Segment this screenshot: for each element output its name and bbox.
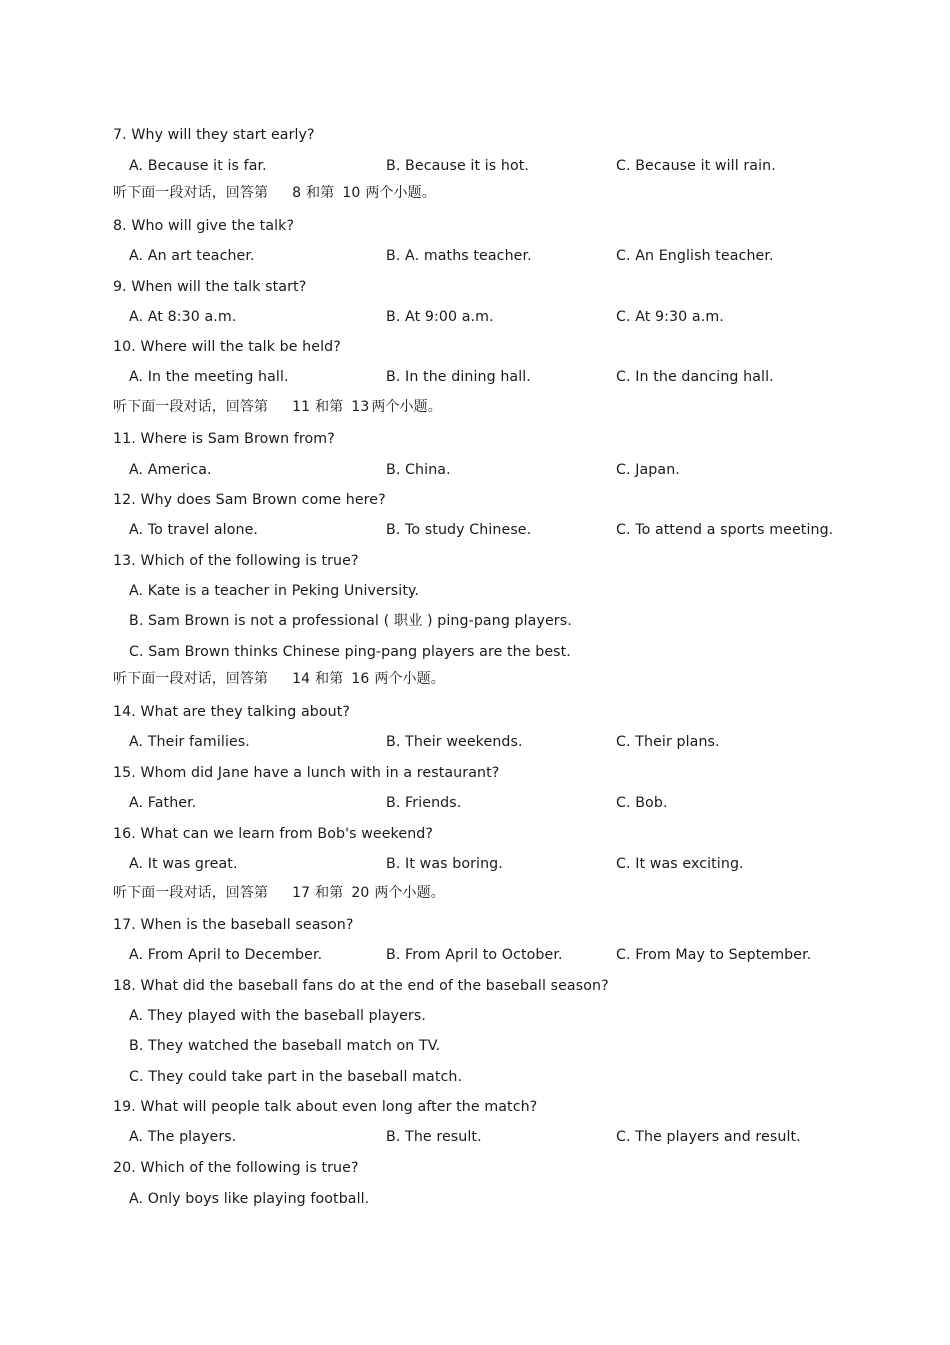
option-17a: A. From April to December. (129, 947, 323, 963)
option-7b: B. Because it is hot. (386, 158, 530, 174)
option-19a: A. The players. (129, 1129, 237, 1145)
option-18c: C. They could take part in the baseball match. (129, 1069, 463, 1085)
option-7a: A. Because it is far. (129, 158, 267, 174)
question-20: 20. Which of the following is true? (113, 1160, 359, 1176)
question-7: 7. Why will they start early? (113, 127, 315, 143)
option-17b: B. From April to October. (386, 947, 563, 963)
option-12b: B. To study Chinese. (386, 522, 532, 538)
section-instruction-14-16: 听下面一段对话，回答第 14 和第 16 两个小题。 (113, 671, 445, 687)
question-15: 15. Whom did Jane have a lunch with in a restaurant? (113, 765, 500, 781)
option-10a: A. In the meeting hall. (129, 369, 289, 385)
question-10: 10. Where will the talk be held? (113, 339, 341, 355)
section-instruction-17-20: 听下面一段对话，回答第 17 和第 20 两个小题。 (113, 885, 445, 901)
option-14a: A. Their families. (129, 734, 250, 750)
question-18: 18. What did the baseball fans do at the end of the baseball season? (113, 978, 609, 994)
option-11c: C. Japan. (616, 462, 680, 478)
option-10c: C. In the dancing hall. (616, 369, 774, 385)
option-14c: C. Their plans. (616, 734, 720, 750)
option-9a: A. At 8:30 a.m. (129, 309, 237, 325)
option-18a: A. They played with the baseball players. (129, 1008, 426, 1024)
option-12c: C. To attend a sports meeting. (616, 522, 834, 538)
question-13: 13. Which of the following is true? (113, 553, 359, 569)
option-19c: C. The players and result. (616, 1129, 801, 1145)
question-14: 14. What are they talking about? (113, 704, 351, 720)
question-12: 12. Why does Sam Brown come here? (113, 492, 386, 508)
option-16c: C. It was exciting. (616, 856, 744, 872)
option-19b: B. The result. (386, 1129, 482, 1145)
section-instruction-11-13: 听下面一段对话，回答第 11 和第 13 两个小题。 (113, 399, 442, 415)
option-15a: A. Father. (129, 795, 197, 811)
option-11b: B. China. (386, 462, 451, 478)
option-15b: B. Friends. (386, 795, 462, 811)
section-instruction-8-10: 听下面一段对话，回答第 8 和第 10 两个小题。 (113, 185, 436, 201)
question-8: 8. Who will give the talk? (113, 218, 295, 234)
option-12a: A. To travel alone. (129, 522, 259, 538)
option-13a: A. Kate is a teacher in Peking University. (129, 583, 420, 599)
option-20a: A. Only boys like playing football. (129, 1191, 370, 1207)
option-16b: B. It was boring. (386, 856, 503, 872)
question-16: 16. What can we learn from Bob's weekend? (113, 826, 434, 842)
question-17: 17. When is the baseball season? (113, 917, 354, 933)
option-8a: A. An art teacher. (129, 248, 255, 264)
option-10b: B. In the dining hall. (386, 369, 531, 385)
option-9b: B. At 9:00 a.m. (386, 309, 494, 325)
option-11a: A. America. (129, 462, 212, 478)
option-13c: C. Sam Brown thinks Chinese ping-pang players are the best. (129, 644, 571, 660)
option-9c: C. At 9:30 a.m. (616, 309, 724, 325)
option-15c: C. Bob. (616, 795, 668, 811)
option-17c: C. From May to September. (616, 947, 812, 963)
option-13b: B. Sam Brown is not a professional ( 职业 ) ping-pang players. (129, 613, 572, 629)
option-18b: B. They watched the baseball match on TV. (129, 1038, 441, 1054)
option-7c: C. Because it will rain. (616, 158, 776, 174)
question-9: 9. When will the talk start? (113, 279, 307, 295)
option-8c: C. An English teacher. (616, 248, 774, 264)
option-8b: B. A. maths teacher. (386, 248, 532, 264)
question-19: 19. What will people talk about even long after the match? (113, 1099, 538, 1115)
option-16a: A. It was great. (129, 856, 238, 872)
question-11: 11. Where is Sam Brown from? (113, 431, 335, 447)
option-14b: B. Their weekends. (386, 734, 523, 750)
